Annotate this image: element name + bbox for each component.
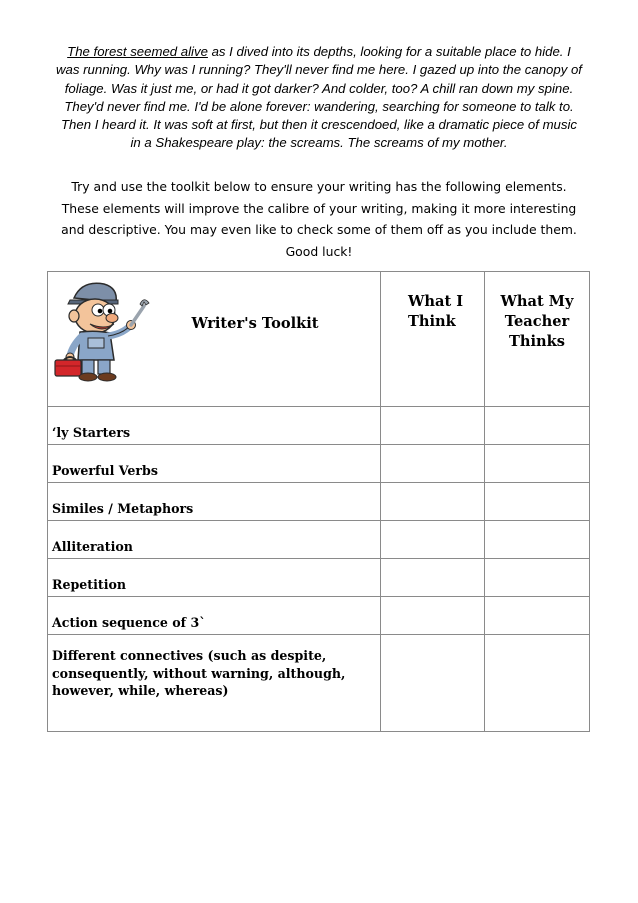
what-i-think-cell[interactable] <box>381 597 485 635</box>
what-i-think-cell[interactable] <box>381 521 485 559</box>
row-label-alliteration: Alliteration <box>48 521 381 559</box>
table-row <box>48 521 590 559</box>
teacher-thinks-cell[interactable] <box>485 521 590 559</box>
story-opening: The forest seemed alive <box>67 44 208 59</box>
wrench-icon <box>131 300 149 325</box>
table-row <box>48 407 590 445</box>
what-i-think-cell[interactable] <box>381 559 485 597</box>
story-body: as I dived into its depths, looking for a suitable place to hide. I was running. Why was I running? They'll never find me here. I gazed up into the canopy of foliage. Was it just me, or had it got darker? And colder, too? A chill ran down my spine. They'd never find me. I'd be alone forever: wandering, searching for someone to talk to. Then I heard it. It was soft at first, but then it crescendoed, like a dramatic piece of music in a Shakespeare play: the screams. The screams of my mother. <box>56 44 582 151</box>
writers-toolkit-table <box>47 271 590 732</box>
table-row <box>48 445 590 483</box>
what-i-think-cell[interactable] <box>381 483 485 521</box>
instructions-paragraph: Try and use the toolkit below to ensure your writing has the following elements. These elements will improve the calibre of your writing, making it more interesting and descriptive. You may even like to check some of them off as you include them. Good luck! <box>61 179 577 259</box>
row-label-similes-metaphors: Similes / Metaphors <box>48 483 381 521</box>
table-row <box>48 559 590 597</box>
teacher-thinks-cell[interactable] <box>485 559 590 597</box>
teacher-thinks-cell[interactable] <box>485 635 590 732</box>
row-label-action-sequence: Action sequence of 3` <box>48 597 381 635</box>
what-i-think-cell[interactable] <box>381 407 485 445</box>
what-i-think-cell[interactable] <box>381 445 485 483</box>
table-row <box>48 635 590 732</box>
row-label-different-connectives: Different connectives (such as despite, consequently, without warning, although, however, while, whereas) <box>48 635 381 732</box>
teacher-thinks-cell[interactable] <box>485 407 590 445</box>
toolkit-title-cell <box>48 272 381 407</box>
table-row <box>48 483 590 521</box>
row-label-ly-starters: ‘ly Starters <box>48 407 381 445</box>
teacher-thinks-cell[interactable] <box>485 483 590 521</box>
teacher-thinks-cell[interactable] <box>485 597 590 635</box>
teacher-thinks-cell[interactable] <box>485 445 590 483</box>
toolbox-icon <box>55 357 81 376</box>
what-i-think-cell[interactable] <box>381 635 485 732</box>
table-row <box>48 597 590 635</box>
table-header-row <box>48 272 590 407</box>
story-paragraph <box>56 43 582 153</box>
column-header-what-i-think: What I Think <box>381 272 485 407</box>
toolkit-title: Writer's Toolkit <box>191 315 319 332</box>
column-header-what-my-teacher-thinks: What My Teacher Thinks <box>485 272 590 407</box>
mechanic-cartoon-icon <box>52 276 150 382</box>
row-label-powerful-verbs: Powerful Verbs <box>48 445 381 483</box>
row-label-repetition: Repetition <box>48 559 381 597</box>
